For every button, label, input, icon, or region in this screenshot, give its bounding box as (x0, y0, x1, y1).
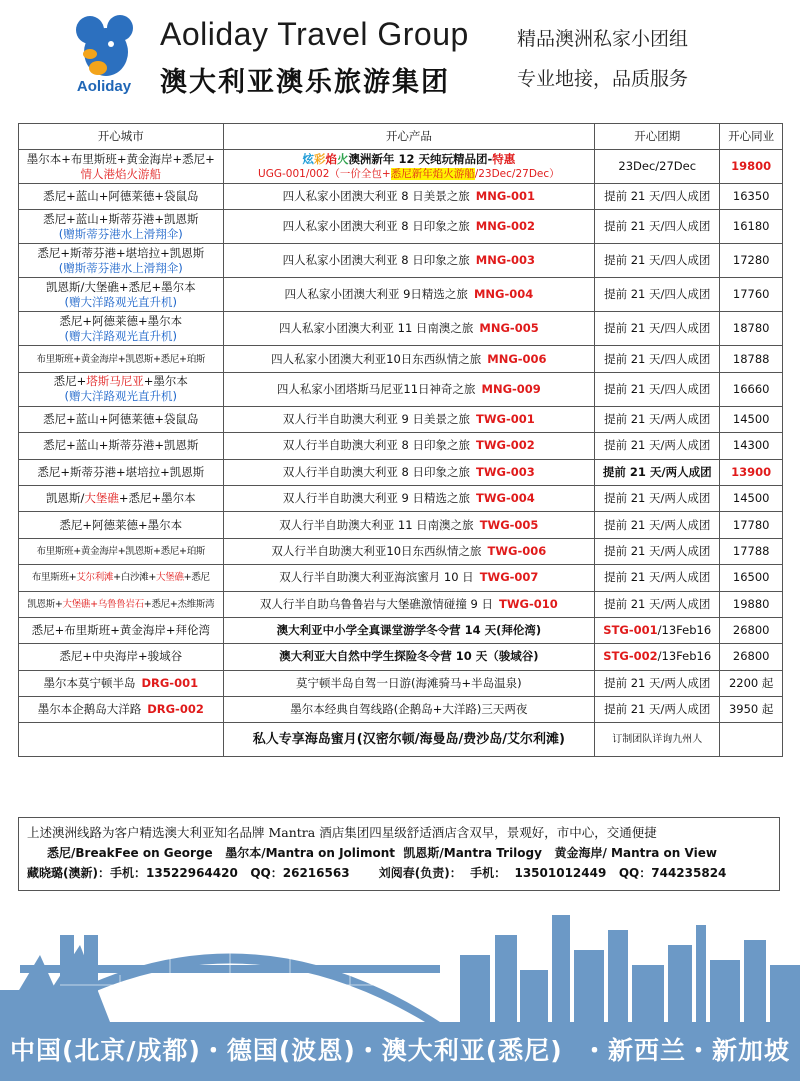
product-code: MNG-003 (475, 253, 536, 268)
row-product: 墨尔本经典自驾线路(企鹅岛+大洋路)三天两夜 (223, 697, 595, 723)
promo-city-line2: 情人港焰火游船 (80, 166, 162, 181)
tagline-1: 精品澳洲私家小团组 (517, 28, 689, 50)
city-part: +悉尼 (183, 572, 210, 584)
table-row (19, 644, 783, 670)
row-price: 14500 (720, 406, 783, 432)
row-product: 澳大利亚中小学全真课堂游学冬令营 14 天(拜伦湾) (223, 617, 595, 643)
promo-line2-c: /23Dec/27Dec） (474, 167, 560, 180)
header-product: 开心产品 (223, 124, 595, 150)
table-row (19, 459, 783, 485)
product-code: STG-002 (603, 649, 658, 664)
row-date: 提前 21 天/两人成团 (595, 670, 720, 696)
product-code: TWG-002 (476, 438, 535, 453)
row-price (720, 723, 783, 757)
promo-line2-b: 悉尼新年焰火游船 (390, 167, 475, 180)
row-date: 提前 21 天/四人成团 (595, 210, 720, 244)
row-city (19, 278, 224, 312)
row-date (595, 617, 720, 643)
row-price: 17780 (720, 512, 783, 538)
promo-line2-a: UGG-001/002（一价全包+ (258, 167, 391, 180)
city-line1 (22, 374, 220, 389)
city-part: 悉尼+ (53, 374, 87, 389)
row-price: 13900 (720, 459, 783, 485)
product-name: 四人私家小团澳大利亚 9日精选之旅 (284, 287, 468, 302)
promo-city (19, 150, 224, 184)
row-price: 18788 (720, 346, 783, 372)
product-code: MNG-004 (473, 287, 534, 302)
table-row (19, 697, 783, 723)
row-product: 私人专享海岛蜜月(汉密尔顿/海曼岛/费沙岛/艾尔利滩) (223, 723, 595, 757)
product-code: MNG-002 (475, 219, 536, 234)
city-line1: 凯恩斯/大堡礁+悉尼+墨尔本 (45, 279, 196, 294)
product-name: 四人私家小团澳大利亚10日东西纵情之旅 (271, 351, 482, 366)
brand-name-cn: 澳大利亚澳乐旅游集团 (160, 67, 450, 98)
city-part-highlight: 大堡礁+乌鲁鲁岩石 (62, 598, 144, 610)
city-line1: 悉尼+蓝山+斯蒂芬港+凯恩斯 (43, 211, 199, 226)
row-product (223, 538, 595, 564)
product-code: TWG-010 (499, 596, 558, 611)
row-date: 提前 21 天/四人成团 (595, 372, 720, 406)
product-name: 四人私家小团澳大利亚 8 日印象之旅 (282, 253, 470, 268)
row-price: 17760 (720, 278, 783, 312)
row-product (223, 312, 595, 346)
row-city (19, 697, 224, 723)
row-date: 提前 21 天/两人成团 (595, 565, 720, 591)
promo-city-line1: 墨尔本+布里斯班+黄金海岸+悉尼+ (26, 151, 215, 166)
hotel-note: 上述澳洲线路为客户精选澳大利亚知名品牌 Mantra 酒店集团四星级舒适酒店含双早，景观好，市中心，交通便捷 (27, 825, 657, 840)
row-city: 悉尼+阿德莱德+墨尔本 (19, 512, 224, 538)
row-price: 26800 (720, 617, 783, 643)
table-row (19, 617, 783, 643)
row-product (223, 184, 595, 210)
row-date: 提前 21 天/两人成团 (595, 538, 720, 564)
row-product: 莫宁顿半岛自驾一日游(海滩骑马+半岛温泉) (223, 670, 595, 696)
row-city (19, 210, 224, 244)
row-price: 14300 (720, 433, 783, 459)
product-code: MNG-005 (479, 321, 539, 336)
row-city (19, 670, 224, 696)
row-product (223, 433, 595, 459)
promo-hl1: 炫 (302, 151, 314, 166)
city-part-highlight: 艾尔利滩 (76, 572, 114, 584)
promo-special: 特惠 (492, 151, 516, 166)
header-date: 开心团期 (595, 124, 720, 150)
header-price: 开心同业 (720, 124, 783, 150)
row-city: 悉尼+蓝山+斯蒂芬港+凯恩斯 (19, 433, 224, 459)
promo-hl3: 焰 (325, 151, 337, 166)
table-row (19, 565, 783, 591)
city-line2: (赠斯蒂芬港水上滑翔伞) (58, 260, 183, 275)
table-row (19, 312, 783, 346)
row-product (223, 406, 595, 432)
city-line1: 悉尼+斯蒂芬港+堪培拉+凯恩斯 (37, 245, 205, 260)
table-row-honeymoon (19, 723, 783, 757)
row-price: 19880 (720, 591, 783, 617)
row-date: 提前 21 天/四人成团 (595, 184, 720, 210)
row-price: 14500 (720, 485, 783, 511)
product-name: 双人行半自助澳大利亚 11 日南澳之旅 (279, 517, 474, 532)
product-code: MNG-001 (475, 189, 536, 204)
product-code: TWG-007 (479, 570, 539, 585)
promo-price: 19800 (720, 150, 783, 184)
row-date: 提前 21 天/四人成团 (595, 244, 720, 278)
row-product (223, 565, 595, 591)
hotel-contact-info (18, 817, 780, 891)
table-row (19, 372, 783, 406)
city-part: +悉尼+墨尔本 (118, 491, 196, 506)
city-line1: 悉尼+阿德莱德+墨尔本 (59, 313, 183, 328)
table-row (19, 433, 783, 459)
product-name: 双人行半自助澳大利亚 9 日精选之旅 (282, 491, 471, 506)
row-product (223, 372, 595, 406)
product-code: TWG-006 (487, 543, 547, 558)
row-date: 提前 21 天/四人成团 (595, 278, 720, 312)
promo-title: 澳洲新年 12 天纯玩精品团- (348, 151, 493, 166)
row-city: 悉尼+蓝山+阿德莱德+袋鼠岛 (19, 406, 224, 432)
product-name: 双人行半自助乌鲁鲁岩与大堡礁激情碰撞 9 日 (259, 596, 494, 611)
product-code: MNG-009 (481, 381, 541, 396)
row-city: 悉尼+蓝山+阿德莱德+袋鼠岛 (19, 184, 224, 210)
row-date: 提前 21 天/两人成团 (595, 591, 720, 617)
row-city (19, 485, 224, 511)
date-text: /13Feb16 (657, 649, 712, 664)
row-date: 提前 21 天/两人成团 (595, 459, 720, 485)
promo-product-line1 (227, 152, 592, 167)
sydney-skyline-icon (0, 895, 800, 1025)
product-code: DRG-002 (147, 702, 204, 717)
table-row (19, 591, 783, 617)
city-part: +墨尔本 (143, 374, 188, 389)
product-code: DRG-001 (141, 675, 199, 690)
product-code: TWG-001 (476, 411, 535, 426)
row-date: 提前 21 天/四人成团 (595, 312, 720, 346)
promo-hl2: 彩 (313, 151, 326, 166)
row-city: 布里斯班+黄金海岸+凯恩斯+悉尼+珀斯 (19, 346, 224, 372)
row-product (223, 210, 595, 244)
product-name: 双人行半自助澳大利亚 9 日美景之旅 (282, 411, 471, 426)
table-header-row (19, 124, 783, 150)
product-name: 双人行半自助澳大利亚 8 日印象之旅 (282, 464, 471, 479)
product-name: 四人私家小团澳大利亚 8 日美景之旅 (282, 189, 470, 204)
logo-text: Aoliday (76, 78, 132, 95)
product-name: 四人私家小团塔斯马尼亚11日神奇之旅 (276, 381, 476, 396)
row-date: 提前 21 天/两人成团 (595, 433, 720, 459)
tagline-2: 专业地接，品质服务 (517, 68, 689, 90)
product-code: TWG-004 (476, 491, 535, 506)
table-row-promo (19, 150, 783, 184)
promo-product-line2 (227, 167, 592, 182)
city-part: +白沙滩+ (113, 572, 157, 584)
row-date: 提前 21 天/两人成团 (595, 485, 720, 511)
row-city: 布里斯班+黄金海岸+凯恩斯+悉尼+珀斯 (19, 538, 224, 564)
brand-name-en: Aoliday Travel Group (160, 16, 469, 52)
contact-line: 藏晓璐(澳新)：手机：13522964420 QQ：26216563 刘阅春(负责)： 手机： 13501012449 QQ：744235824 (27, 866, 727, 880)
city-line2: (赠大洋路观光直升机) (64, 328, 178, 343)
promo-hl4: 火 (336, 151, 349, 166)
row-price: 16180 (720, 210, 783, 244)
product-code: TWG-003 (476, 464, 535, 479)
table-row (19, 670, 783, 696)
city-part: +悉尼+杰维斯湾 (143, 598, 215, 610)
office-locations: 中国(北京/成都)・德国(波恩)・澳大利亚(悉尼) ・新西兰・新加坡 (9, 1036, 791, 1065)
row-date: 提前 21 天/两人成团 (595, 697, 720, 723)
row-city: 悉尼+布里斯班+黄金海岸+拜伦湾 (19, 617, 224, 643)
row-price: 3950 起 (720, 697, 783, 723)
row-product (223, 244, 595, 278)
row-city (19, 244, 224, 278)
city-part: 布里斯班+ (31, 572, 77, 584)
product-name: 四人私家小团澳大利亚 8 日印象之旅 (282, 219, 470, 234)
promo-date: 23Dec/27Dec (595, 150, 720, 184)
row-product (223, 591, 595, 617)
row-city (19, 312, 224, 346)
row-date: 订制团队详询九州人 (595, 723, 720, 757)
footer (0, 895, 800, 1081)
row-price: 17788 (720, 538, 783, 564)
city-line2: (赠大洋路观光直升机) (64, 389, 178, 404)
table-row (19, 184, 783, 210)
product-code: STG-001 (603, 623, 658, 638)
row-price: 17280 (720, 244, 783, 278)
row-product (223, 459, 595, 485)
city-part-highlight: 大堡礁 (84, 491, 119, 506)
city-line2: (赠大洋路观光直升机) (64, 294, 178, 309)
row-date: 提前 21 天/两人成团 (595, 512, 720, 538)
city-part-highlight: 塔斯马尼亚 (86, 374, 144, 389)
row-date (595, 644, 720, 670)
table-row (19, 512, 783, 538)
row-price: 18780 (720, 312, 783, 346)
product-name: 双人行半自助澳大利亚10日东西纵情之旅 (271, 543, 482, 558)
table-row (19, 244, 783, 278)
row-city (19, 372, 224, 406)
row-city: 悉尼+斯蒂芬港+堪培拉+凯恩斯 (19, 459, 224, 485)
table-row (19, 485, 783, 511)
product-code: TWG-005 (479, 517, 539, 532)
table-row (19, 210, 783, 244)
city-part: 凯恩斯/ (45, 491, 85, 506)
header-city: 开心城市 (19, 124, 224, 150)
row-price: 2200 起 (720, 670, 783, 696)
promo-product (223, 150, 595, 184)
table-row (19, 538, 783, 564)
row-product (223, 278, 595, 312)
row-city (19, 591, 224, 617)
row-price: 16350 (720, 184, 783, 210)
table-row (19, 406, 783, 432)
city-part-highlight: 大堡礁 (156, 572, 184, 584)
table-row (19, 278, 783, 312)
tour-price-table (18, 123, 783, 757)
row-product (223, 485, 595, 511)
row-price: 16660 (720, 372, 783, 406)
row-product (223, 346, 595, 372)
product-code: MNG-006 (487, 351, 547, 366)
row-price: 26800 (720, 644, 783, 670)
product-name: 双人行半自助澳大利亚 8 日印象之旅 (282, 438, 471, 453)
date-text: /13Feb16 (657, 623, 712, 638)
row-city (19, 723, 224, 757)
row-date: 提前 21 天/两人成团 (595, 406, 720, 432)
table-row (19, 346, 783, 372)
city-part: 墨尔本莫宁顿半岛 (43, 675, 136, 690)
row-price: 16500 (720, 565, 783, 591)
row-date: 提前 21 天/四人成团 (595, 346, 720, 372)
row-product: 澳大利亚大自然中学生探险冬令营 10 天（骏域谷) (223, 644, 595, 670)
product-name: 双人行半自助澳大利亚海滨蜜月 10 日 (279, 570, 474, 585)
row-city: 悉尼+中央海岸+骏域谷 (19, 644, 224, 670)
header (0, 0, 800, 118)
product-name: 四人私家小团澳大利亚 11 日南澳之旅 (278, 321, 474, 336)
city-part: 凯恩斯+ (27, 598, 63, 610)
row-product (223, 512, 595, 538)
hotel-list: 悉尼/BreakFee on George 墨尔本/Mantra on Jolimont 凯恩斯/Mantra Trilogy 黄金海岸/ Mantra on View (47, 846, 717, 860)
city-part: 墨尔本企鹅岛大洋路 (37, 702, 142, 717)
row-city (19, 565, 224, 591)
city-line2: (赠斯蒂芬港水上滑翔伞) (58, 226, 183, 241)
